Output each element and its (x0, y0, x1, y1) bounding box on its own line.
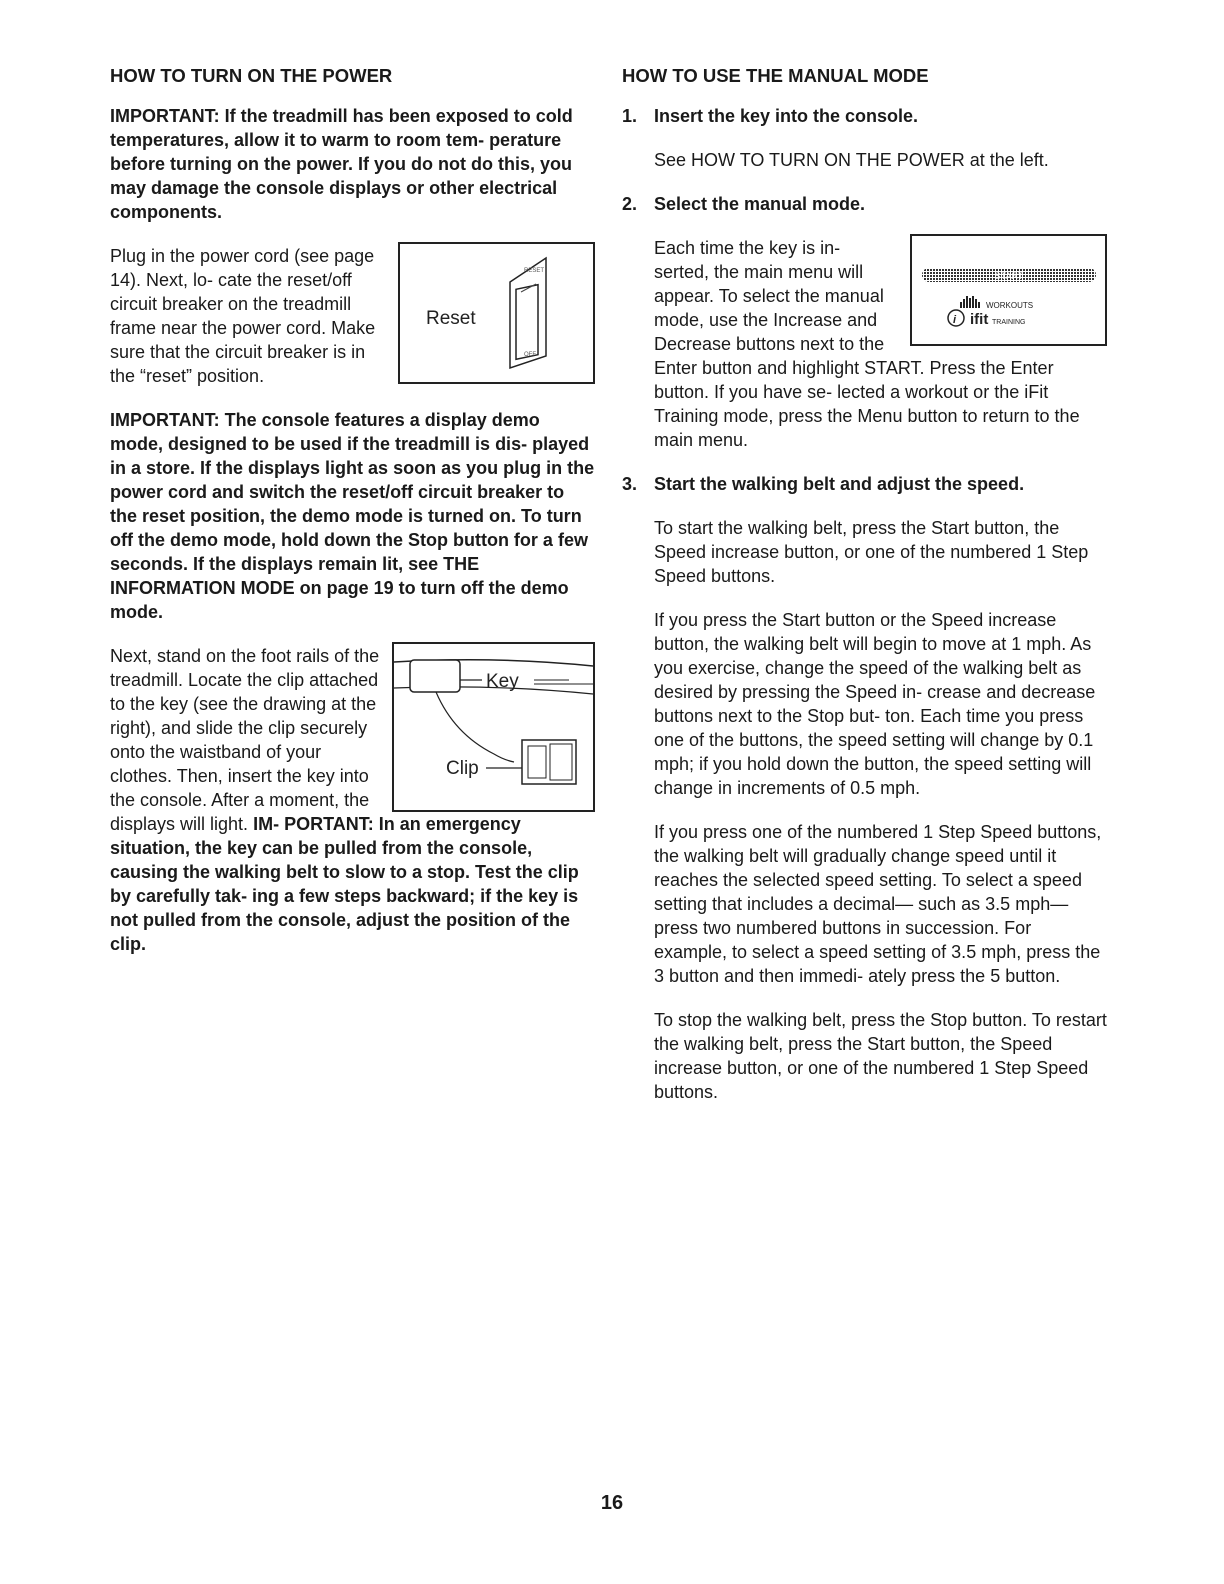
step-2-title-text: Select the manual mode. (654, 194, 866, 214)
step-3-text-stop: To stop the walking belt, press the Stop button. To restart the walking belt, press the Start button, the Speed increase button, or one of the numbered 1 Step Speed buttons. (654, 1010, 1107, 1102)
step-2-text: Each time the key is in- serted, the main menu will appear. To select the manual mode, use the Increase and Decrease buttons next to the Enter button and highlight START. Press the Enter button. If you have se- lected a workout or the iFit Training mode, press the Menu button to return to the main menu. (654, 238, 1080, 450)
plug-in-instructions: Plug in the power cord (see page 14). Next, lo- cate the reset/off circuit breaker on the treadmill frame near the power cord. Make sure that the circuit breaker is in the “reset” position. (110, 246, 376, 386)
step-3-text-one-step: If you press one of the numbered 1 Step Speed buttons, the walking belt will gradually change speed until it reaches the selected speed setting. To select a speed setting that includes a decimal— such as 3.5 mph—press two numbered buttons in succession. For example, to select a speed setting of 3.5 mph, press the 3 button and then immedi- ately press the 5 button. (654, 822, 1102, 986)
important-demo-mode: IMPORTANT: The console features a display demo mode, designed to be used if the treadmill is dis- played in a store. If the displays light as soon as you plug in the power cord and switch the reset/off circuit breaker to the reset position, the demo mode is turned on. To turn off the demo mode, hold down the Stop button for a few seconds. If the displays remain lit, see THE INFORMATION MODE on page 19 to turn off the demo mode. (110, 410, 595, 622)
reset-breaker-drawing (398, 242, 595, 384)
clip-label: Clip (446, 758, 479, 779)
main-menu-display (910, 234, 1107, 346)
svg-text:OFF: OFF (524, 352, 536, 358)
key-clip-drawing (392, 642, 595, 812)
heading-manual-mode: HOW TO USE THE MANUAL MODE (622, 65, 929, 86)
svg-text:i: i (953, 314, 957, 326)
step-2-number: 2. (622, 194, 638, 214)
left-column (110, 64, 595, 956)
menu-start-label: START (994, 271, 1024, 281)
key-label: Key (486, 671, 519, 692)
step-2-title (622, 192, 1107, 216)
step-1-text: See HOW TO TURN ON THE POWER at the left. (654, 150, 1049, 170)
step-3-title-text: Start the walking belt and adjust the speed. (654, 474, 1025, 494)
menu-workouts-label: WORKOUTS (986, 301, 1034, 310)
step-1-number: 1. (622, 106, 638, 126)
svg-text:RESET: RESET (524, 268, 545, 274)
step-3-title (622, 472, 1107, 496)
step-3-number: 3. (622, 474, 638, 494)
reset-label: Reset (426, 308, 476, 329)
menu-training-label: TRAINING (992, 319, 1026, 326)
step-3-text-speed: If you press the Start button or the Speed increase button, the walking belt will begin to move at 1 mph. As you exercise, change the speed of the walking belt as desired by pressing the Speed in- crease and decrease buttons next to the Stop but- ton. Each time you press one of the buttons, the speed setting will change by 0.1 mph; if you hold down the button, the speed setting will change in increments of 0.5 mph. (654, 610, 1096, 798)
step-2-body (654, 236, 1107, 452)
important-cold-temperatures: IMPORTANT: If the treadmill has been exposed to cold temperatures, allow it to warm to room tem- perature before turning on the power. If you do not do this, you may damage the console displays or other electrical components. (110, 106, 573, 222)
menu-ifit-label: ifit (970, 311, 989, 328)
step-1-title-text: Insert the key into the console. (654, 106, 919, 126)
key-clip-text: Next, stand on the foot rails of the treadmill. Locate the clip attached to the key (see the drawing at the right), and slide the clip securely onto the waistband of your clothes. Then, insert the key into the console. After a moment, the displays will light. (110, 646, 380, 834)
page-number: 16 (600, 1492, 624, 1514)
step-3-text-start: To start the walking belt, press the Start button, the Speed increase button, or one of the numbered 1 Step Speed buttons. (654, 518, 1089, 586)
right-column (622, 64, 1107, 1104)
important-emergency-key: IM- PORTANT: In an emergency situation, the key can be pulled from the console, causing the walking belt to slow to a stop. Test the clip by carefully tak- ing a few steps backward; if the key is not pulled from the console, adjust the position of the clip. (110, 814, 579, 954)
heading-turn-on-power: HOW TO TURN ON THE POWER (110, 65, 393, 86)
step-1-title (622, 104, 1107, 128)
